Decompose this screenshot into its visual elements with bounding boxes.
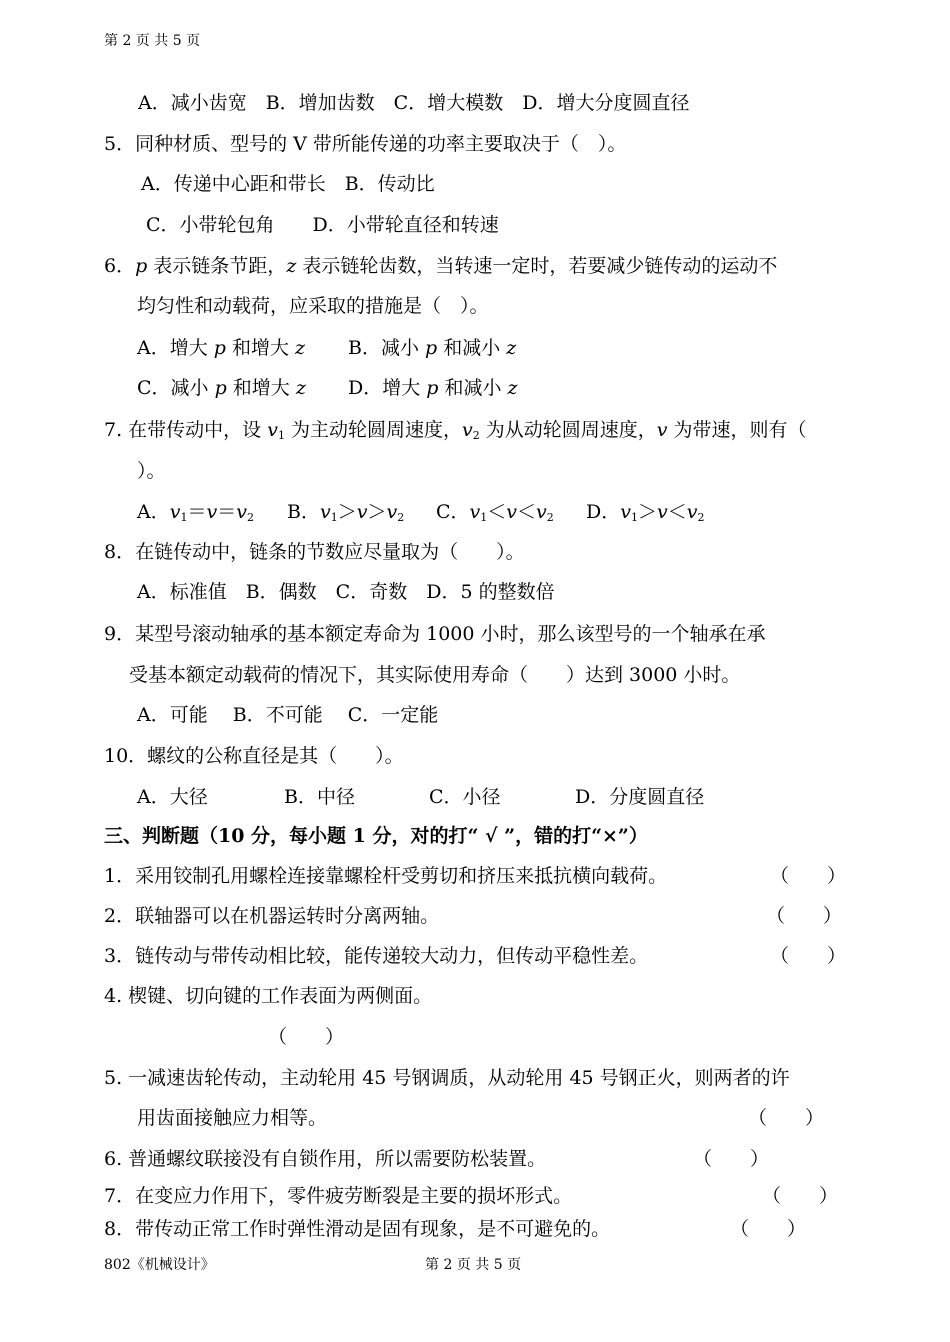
judge-item-6: 6. 普通螺纹联接没有自锁作用，所以需要防松装置。: [104, 1148, 547, 1170]
judge-item-5-line2: 用齿面接触应力相等。: [137, 1107, 328, 1129]
q7-option-c: C．$v_1<v<v_2$: [436, 501, 554, 524]
header-page-info: 第 2 页 共 5 页: [104, 33, 201, 49]
judge-item-7-bracket: （ ）: [762, 1185, 839, 1207]
footer-course: 802《机械设计》: [104, 1257, 215, 1273]
section3-title: 三、判断题（10 分，每小题 1 分，对的打“ √ ”，错的打“×”）: [104, 825, 648, 847]
q4-options: A．减小齿宽 B．增加齿数 C．增大模数 D．增大分度圆直径: [138, 92, 690, 114]
judge-item-1-bracket: （ ）: [770, 865, 847, 887]
q6-option-d: D．增大 p 和减小 z: [348, 377, 518, 399]
q6-option-b: B．减小 p 和减小 z: [348, 337, 517, 359]
footer-page-info: 第 2 页 共 5 页: [425, 1257, 522, 1273]
q6-stem-line1: 6．p 表示链条节距，z 表示链轮齿数，当转速一定时，若要减少链传动的运动不: [104, 255, 778, 277]
q9-stem-line2: 受基本额定动载荷的情况下，其实际使用寿命（ ）达到 3000 小时。: [129, 664, 741, 686]
q6-option-a: A．增大 p 和增大 z: [137, 337, 306, 359]
q6-stem-line2: 均匀性和动载荷，应采取的措施是（ ）。: [137, 295, 489, 317]
q7-stem-line1: 7. 在带传动中，设 $v_1$ 为主动轮圆周速度，$v_2$ 为从动轮圆周速度，v 为带速，则有（: [104, 419, 807, 442]
q5-options-cd: C．小带轮包角 D．小带轮直径和转速: [146, 214, 499, 236]
q5-stem: 5．同种材质、型号的 V 带所能传递的功率主要取决于（ ）。: [104, 133, 627, 155]
q8-options: A．标准值 B．偶数 C．奇数 D．5 的整数倍: [137, 581, 555, 603]
judge-item-1: 1．采用铰制孔用螺栓连接靠螺栓杆受剪切和挤压来抵抗横向载荷。: [104, 865, 668, 887]
q10-option-a: A．大径: [137, 786, 208, 808]
judge-item-2: 2．联轴器可以在机器运转时分离两轴。: [104, 905, 440, 927]
q7-stem-line2: ）。: [137, 460, 166, 482]
judge-item-7: 7．在变应力作用下，零件疲劳断裂是主要的损坏形式。: [104, 1185, 573, 1207]
q6-option-c: C．减小 p 和增大 z: [137, 377, 306, 399]
q9-stem-line1: 9．某型号滚动轴承的基本额定寿命为 1000 小时，那么该型号的一个轴承在承: [104, 623, 766, 645]
q9-options: A．可能 B．不可能 C．一定能: [137, 704, 439, 726]
judge-item-3: 3．链传动与带传动相比较，能传递较大动力，但传动平稳性差。: [104, 945, 649, 967]
judge-item-4: 4. 楔键、切向键的工作表面为两侧面。: [104, 985, 433, 1007]
judge-item-8-bracket: （ ）: [730, 1218, 807, 1240]
q8-stem: 8．在链传动中，链条的节数应尽量取为（ ）。: [104, 541, 525, 563]
q7-option-a: A．$v_1=v=v_2$: [137, 501, 254, 524]
q5-options-ab: A．传递中心距和带长 B．传动比: [141, 173, 435, 195]
q7-option-d: D．$v_1>v<v_2$: [586, 501, 705, 524]
q10-stem: 10．螺纹的公称直径是其（ ）。: [104, 745, 404, 767]
judge-item-4-bracket: （ ）: [268, 1026, 345, 1048]
judge-item-5: 5. 一减速齿轮传动，主动轮用 45 号钢调质，从动轮用 45 号钢正火，则两者的许: [104, 1067, 790, 1089]
q7-option-b: B．$v_1>v>v_2$: [287, 501, 405, 524]
judge-item-8: 8．带传动正常工作时弹性滑动是固有现象，是不可避免的。: [104, 1218, 611, 1240]
judge-item-3-bracket: （ ）: [770, 945, 847, 967]
judge-item-2-bracket: （ ）: [766, 905, 843, 927]
q10-option-b: B．中径: [284, 786, 355, 808]
judge-item-5-bracket: （ ）: [748, 1107, 825, 1129]
q10-option-d: D．分度圆直径: [575, 786, 705, 808]
judge-item-6-bracket: （ ）: [693, 1148, 770, 1170]
q10-option-c: C．小径: [429, 786, 501, 808]
